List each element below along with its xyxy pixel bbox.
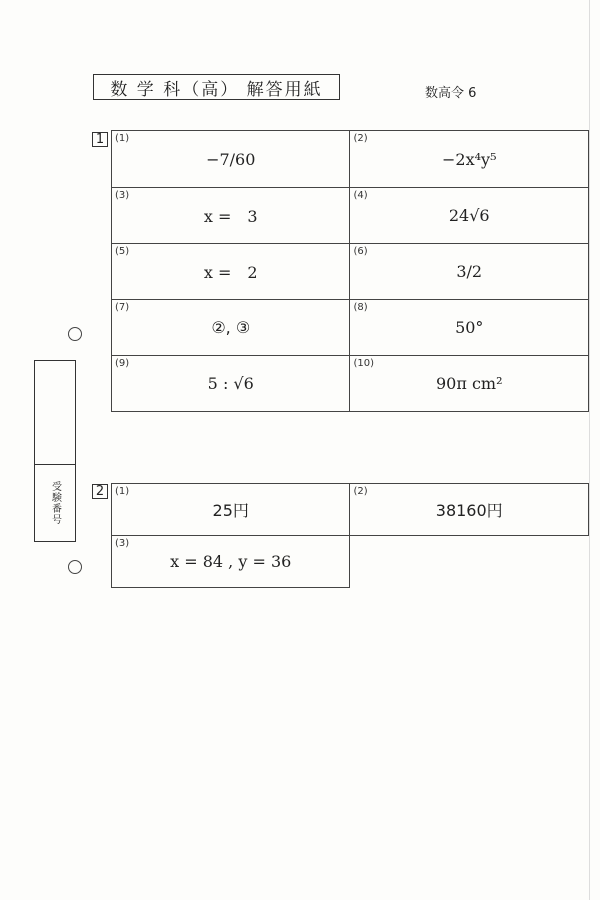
answer-cell: (2) 38160円 bbox=[350, 484, 589, 536]
section-2-number: 2 bbox=[92, 484, 108, 499]
answer-value: −2x⁴y⁵ bbox=[442, 149, 497, 169]
empty-cell bbox=[350, 536, 589, 588]
answer-cell: (2) −2x⁴y⁵ bbox=[350, 131, 589, 188]
answer-cell: (7) ②, ③ bbox=[112, 300, 350, 356]
answer-cell: (4) 24√6 bbox=[350, 188, 589, 244]
answer-cell: (8) 50° bbox=[350, 300, 589, 356]
answer-value: 38160円 bbox=[435, 501, 503, 520]
answer-cell: (10) 90π cm² bbox=[350, 356, 589, 412]
page-title: 数 学 科（高） 解答用紙 bbox=[93, 74, 340, 100]
answer-value: 90π cm² bbox=[435, 374, 503, 393]
answer-value: 24√6 bbox=[448, 206, 490, 225]
answer-value: x = 84 , y = 36 bbox=[170, 552, 292, 571]
answer-value: ②, ③ bbox=[211, 318, 251, 337]
answer-cell: (3) x = 84 , y = 36 bbox=[112, 536, 350, 588]
answer-cell: (3) x = 3 bbox=[112, 188, 350, 244]
answer-cell: (5) x = 2 bbox=[112, 244, 350, 300]
answer-value: 50° bbox=[455, 318, 484, 337]
answer-cell: (6) 3/2 bbox=[350, 244, 589, 300]
answer-value: 25円 bbox=[212, 501, 249, 520]
answer-value: 3/2 bbox=[456, 262, 483, 281]
answer-cell: (9) 5 : √6 bbox=[112, 356, 350, 412]
binder-hole-bottom bbox=[68, 560, 82, 574]
binder-hole-top bbox=[68, 327, 82, 341]
answer-value: −7/60 bbox=[206, 149, 256, 169]
section-1-number: 1 bbox=[92, 132, 108, 147]
exam-code: 数高令 6 bbox=[425, 86, 477, 101]
page-edge-line bbox=[589, 0, 590, 900]
exam-number-label: 受験番号 bbox=[49, 481, 61, 525]
answer-value: x = 3 bbox=[203, 207, 258, 226]
answer-value: 5 : √6 bbox=[207, 374, 254, 393]
answer-cell: (1) −7/60 bbox=[112, 131, 350, 188]
exam-number-box bbox=[34, 360, 76, 542]
section-2-answer-table bbox=[111, 483, 589, 588]
answer-value: x = 2 bbox=[203, 263, 258, 282]
answer-cell: (1) 25円 bbox=[112, 484, 350, 536]
section-1-answer-table bbox=[111, 130, 589, 412]
